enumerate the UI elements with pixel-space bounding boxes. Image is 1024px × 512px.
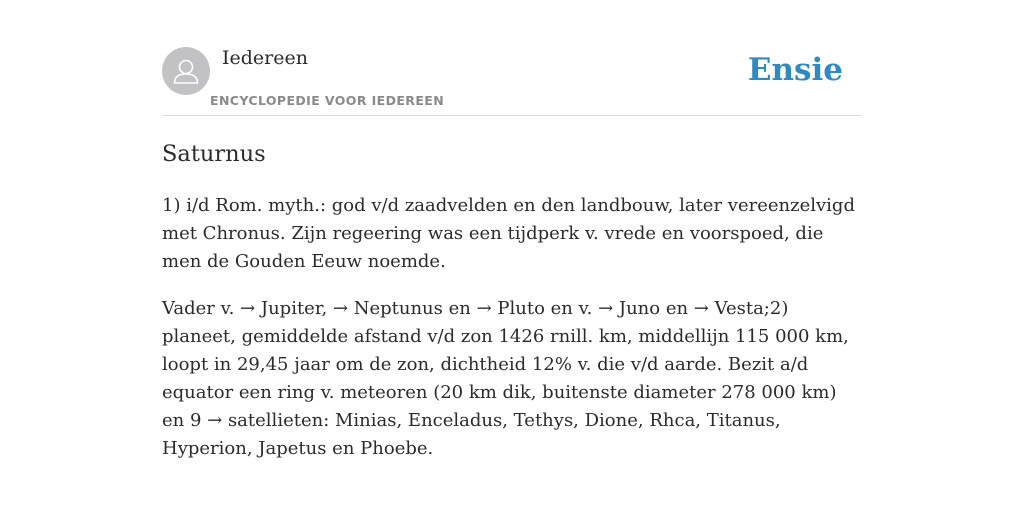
article-body <box>162 192 862 482</box>
article-paragraph: Vader v. → Jupiter, → Neptunus en → Pluto en v. → Juno en → Vesta;2) planeet, gemiddelde afstand v/d zon 1426 rnill. km, middellijn 115 000 km, loopt in 29,45 jaar om de zon, dichtheid 12% v. die v/d aarde. Bezit a/d equator een ring v. meteoren (20 km dik, buitenste diameter 278 000 km) en 9 → satellieten: Minias, Enceladus, Tethys, Dione, Rhca, Titanus, Hyperion, Japetus en Phoebe. <box>162 298 849 459</box>
site-logo[interactable]: Ensie <box>747 52 843 88</box>
avatar[interactable] <box>162 47 210 95</box>
site-tagline: ENCYCLOPEDIE VOOR IEDEREEN <box>210 93 445 108</box>
article-paragraph: 1) i/d Rom. myth.: god v/d zaadvelden en den landbouw, later vereenzelvigd met Chronus. Zijn regeering was een tijdperk v. vrede en voorspoed, die men de Gouden Eeuw noemde. <box>162 195 855 272</box>
header <box>162 0 862 116</box>
page-title: Saturnus <box>162 141 266 167</box>
user-icon <box>162 47 210 95</box>
username[interactable]: Iedereen <box>222 47 308 69</box>
page <box>162 0 862 512</box>
